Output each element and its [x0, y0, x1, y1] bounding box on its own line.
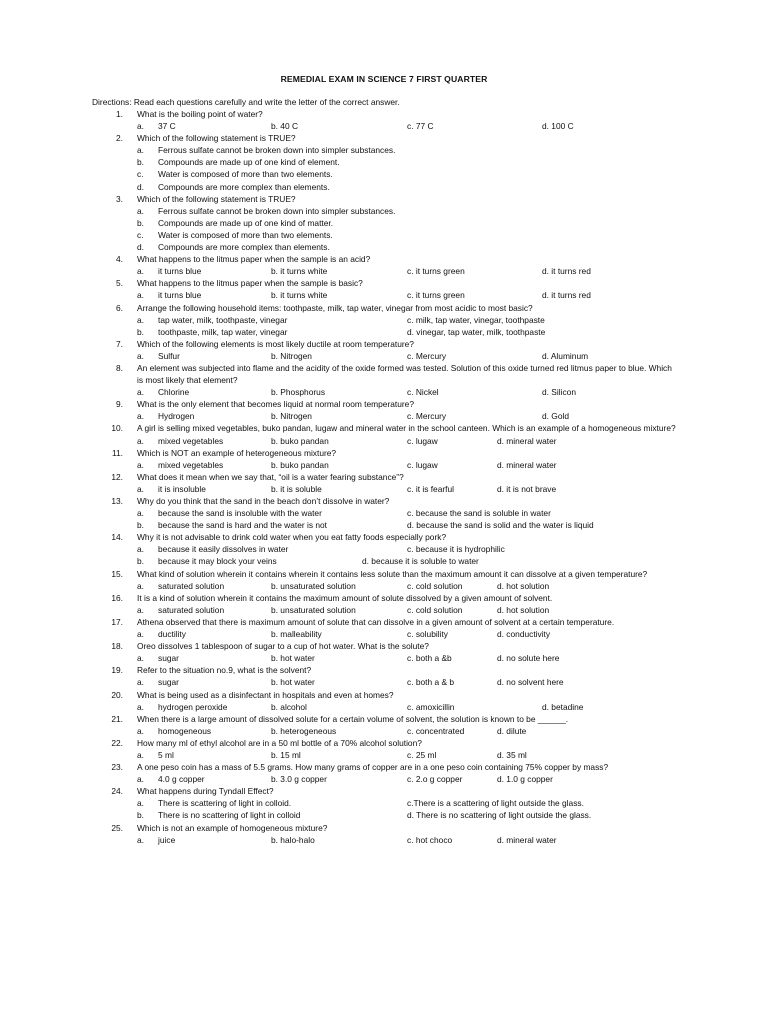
- option-text: d. no solute here: [497, 653, 560, 664]
- question-text: What is being used as a disinfectant in hospitals and even at homes?: [137, 689, 394, 700]
- option-letter: a.: [137, 483, 144, 494]
- options-row: [0, 555, 768, 567]
- option-text: b. 3.0 g copper: [271, 774, 327, 785]
- options-row: [0, 725, 768, 737]
- option-text: d. hot solution: [497, 604, 550, 615]
- question-number: 2.: [116, 133, 123, 144]
- option-text: b. Nitrogen: [271, 350, 312, 361]
- question-text: What is the boiling point of water?: [137, 109, 263, 119]
- option-text: Compounds are made up of one kind of matter.: [158, 217, 334, 228]
- question-item: [0, 447, 768, 471]
- options-row: [0, 156, 768, 168]
- option-text: Ferrous sulfate cannot be broken down into simpler substances.: [158, 145, 396, 156]
- question-stem: [0, 822, 768, 834]
- question-number: 16.: [111, 592, 123, 603]
- option-letter: a.: [137, 725, 144, 736]
- question-item: [0, 737, 768, 761]
- option-text: c. it turns green: [407, 266, 465, 277]
- option-text: it turns blue: [158, 290, 202, 301]
- option-letter: a.: [137, 121, 144, 132]
- question-stem: [0, 362, 768, 386]
- question-number: 9.: [116, 399, 123, 410]
- options-row: [0, 435, 768, 447]
- question-text: What is the only element that becomes liquid at normal room temperature?: [137, 399, 414, 410]
- option-text: mixed vegetables: [158, 435, 224, 446]
- option-letter: d.: [137, 181, 144, 192]
- option-letter: a.: [137, 350, 144, 361]
- question-number: 18.: [111, 641, 123, 652]
- question-number: 23.: [111, 762, 123, 773]
- options-row: [0, 749, 768, 761]
- question-text: Which of the following elements is most likely ductile at room temperature?: [137, 338, 414, 349]
- question-text: What happens during Tyndall Effect?: [137, 786, 274, 797]
- question-stem: [0, 737, 768, 749]
- option-text: d. because it is soluble to water: [362, 556, 479, 567]
- option-text: c. it is fearful: [407, 483, 455, 494]
- question-item: [0, 108, 768, 132]
- question-item: [0, 568, 768, 592]
- options-row: [0, 144, 768, 156]
- option-letter: a.: [137, 314, 144, 325]
- options-row: [0, 797, 768, 809]
- question-text: Refer to the situation no.9, what is the solvent?: [137, 665, 312, 676]
- question-number: 22.: [111, 737, 123, 748]
- option-text: toothpaste, milk, tap water, vinegar: [158, 326, 288, 337]
- options-row: [0, 181, 768, 193]
- option-text: because the sand is insoluble with the water: [158, 508, 322, 519]
- option-letter: a.: [137, 544, 144, 555]
- option-text: There is no scattering of light in colloid: [158, 810, 301, 821]
- option-letter: b.: [137, 556, 144, 567]
- question-number: 21.: [111, 713, 123, 724]
- option-letter: b.: [137, 217, 144, 228]
- option-text: b. halo-halo: [271, 834, 315, 845]
- question-number: 20.: [111, 689, 123, 700]
- option-text: c. Mercury: [407, 411, 447, 422]
- question-stem: [0, 664, 768, 676]
- question-stem: [0, 713, 768, 725]
- option-text: b. malleability: [271, 629, 322, 640]
- option-text: Compounds are made up of one kind of element.: [158, 157, 340, 168]
- question-list: [0, 108, 768, 846]
- question-stem: [0, 302, 768, 314]
- question-stem: [0, 495, 768, 507]
- question-item: [0, 713, 768, 737]
- option-letter: d.: [137, 242, 144, 253]
- directions: Directions: Read each questions carefully and write the letter of the correct answer.: [92, 97, 400, 107]
- question-number: 17.: [111, 616, 123, 627]
- question-number: 25.: [111, 822, 123, 833]
- question-text: What happens to the litmus paper when the sample is basic?: [137, 278, 363, 289]
- options-row: [0, 676, 768, 688]
- option-text: juice: [158, 834, 176, 845]
- question-text: What does it mean when we say that, “oil is a water fearing substance”?: [137, 471, 404, 482]
- option-letter: b.: [137, 326, 144, 337]
- question-number: 11.: [111, 447, 123, 458]
- question-text: Which of the following statement is TRUE?: [137, 133, 296, 144]
- question-stem: [0, 277, 768, 289]
- options-row: [0, 809, 768, 821]
- options-row: [0, 314, 768, 326]
- option-text: c. lugaw: [407, 459, 438, 470]
- option-text: c.There is a scattering of light outside the glass.: [407, 798, 584, 809]
- options-row: [0, 289, 768, 301]
- question-stem: [0, 398, 768, 410]
- option-letter: a.: [137, 145, 144, 156]
- option-text: b. unsaturated solution: [271, 604, 356, 615]
- option-text: d. There is no scattering of light outside the glass.: [407, 810, 592, 821]
- option-text: c. concentrated: [407, 725, 465, 736]
- question-stem: [0, 640, 768, 652]
- options-row: [0, 410, 768, 422]
- options-row: [0, 580, 768, 592]
- option-letter: a.: [137, 604, 144, 615]
- option-text: b. hot water: [271, 653, 315, 664]
- question-number: 24.: [111, 786, 123, 797]
- option-text: b. hot water: [271, 677, 315, 688]
- question-stem: [0, 253, 768, 265]
- option-text: b. heterogeneous: [271, 725, 337, 736]
- option-text: because it easily dissolves in water: [158, 544, 289, 555]
- question-stem: [0, 447, 768, 459]
- option-letter: a.: [137, 749, 144, 760]
- option-text: d. Gold: [542, 411, 570, 422]
- option-text: c. because the sand is soluble in water: [407, 508, 551, 519]
- option-text: c. cold solution: [407, 604, 463, 615]
- question-item: [0, 495, 768, 531]
- option-text: it turns blue: [158, 266, 202, 277]
- option-letter: a.: [137, 653, 144, 664]
- option-text: Chlorine: [158, 387, 190, 398]
- question-number: 15.: [111, 568, 123, 579]
- options-row: [0, 604, 768, 616]
- question-item: [0, 640, 768, 664]
- option-text: 5 ml: [158, 749, 174, 760]
- question-stem: [0, 108, 768, 120]
- option-letter: b.: [137, 520, 144, 531]
- option-text: Ferrous sulfate cannot be broken down into simpler substances.: [158, 205, 396, 216]
- option-text: b. alcohol: [271, 701, 307, 712]
- question-text: Which is NOT an example of heterogeneous mixture?: [137, 447, 337, 458]
- question-item: [0, 689, 768, 713]
- options-row: [0, 217, 768, 229]
- options-row: [0, 326, 768, 338]
- options-row: [0, 652, 768, 664]
- option-text: ductility: [158, 629, 186, 640]
- option-text: d. mineral water: [497, 459, 557, 470]
- option-text: d. dilute: [497, 725, 527, 736]
- option-text: There is scattering of light in colloid.: [158, 798, 292, 809]
- option-text: d. 100 C: [542, 121, 574, 132]
- question-item: [0, 193, 768, 253]
- question-stem: [0, 689, 768, 701]
- question-item: [0, 362, 768, 398]
- option-text: sugar: [158, 653, 179, 664]
- option-text: c. both a & b: [407, 677, 455, 688]
- question-stem: [0, 616, 768, 628]
- question-stem: [0, 132, 768, 144]
- question-item: [0, 664, 768, 688]
- options-row: [0, 834, 768, 846]
- exam-title: REMEDIAL EXAM IN SCIENCE 7 FIRST QUARTER: [280, 74, 488, 84]
- option-text: 37 C: [158, 121, 176, 132]
- option-text: c. milk, tap water, vinegar, toothpaste: [407, 314, 545, 325]
- question-text: It is a kind of solution wherein it contains the maximum amount of solute dissolved by a given amount of solvent.: [137, 592, 553, 603]
- question-text: What happens to the litmus paper when the sample is an acid?: [137, 254, 371, 265]
- option-letter: b.: [137, 810, 144, 821]
- option-text: d. 1.0 g copper: [497, 774, 553, 785]
- option-letter: a.: [137, 508, 144, 519]
- question-item: [0, 531, 768, 567]
- option-letter: c.: [137, 169, 144, 180]
- question-text: A girl is selling mixed vegetables, buko pandan, lugaw and mineral water in the school canteen. Which is an example of a homogeneous mixture?: [137, 423, 676, 434]
- question-item: [0, 302, 768, 338]
- option-text: c. because it is hydrophilic: [407, 544, 505, 555]
- question-text: Which of the following statement is TRUE?: [137, 193, 296, 204]
- question-number: 7.: [116, 338, 123, 349]
- option-text: c. 77 C: [407, 121, 434, 132]
- question-text: Arrange the following household items: toothpaste, milk, tap water, vinegar from most acidic to most basic?: [137, 302, 533, 313]
- question-text: Why it is not advisable to drink cold water when you eat fatty foods especially pork?: [137, 532, 447, 543]
- option-text: b. unsaturated solution: [271, 580, 356, 591]
- question-item: [0, 471, 768, 495]
- question-number: 19.: [111, 665, 123, 676]
- option-text: d. Silicon: [542, 387, 576, 398]
- options-row: [0, 265, 768, 277]
- option-letter: b.: [137, 157, 144, 168]
- option-text: c. cold solution: [407, 580, 463, 591]
- option-text: b. it is soluble: [271, 483, 322, 494]
- option-letter: c.: [137, 229, 144, 240]
- question-stem: [0, 422, 768, 434]
- option-text: d. it is not brave: [497, 483, 557, 494]
- option-text: b. it turns white: [271, 266, 328, 277]
- question-number: 14.: [111, 532, 123, 543]
- option-text: d. mineral water: [497, 435, 557, 446]
- option-text: d. vinegar, tap water, milk, toothpaste: [407, 326, 546, 337]
- question-text: Oreo dissolves 1 tablespoon of sugar to a cup of hot water. What is the solute?: [137, 641, 429, 652]
- options-row: [0, 519, 768, 531]
- option-text: saturated solution: [158, 580, 225, 591]
- option-text: Compounds are more complex than elements.: [158, 242, 330, 253]
- question-number: 13.: [111, 496, 123, 506]
- question-stem: [0, 193, 768, 205]
- option-text: Compounds are more complex than elements.: [158, 181, 330, 192]
- option-text: because it may block your veins: [158, 556, 277, 567]
- option-letter: a.: [137, 459, 144, 470]
- options-row: [0, 628, 768, 640]
- option-letter: a.: [137, 580, 144, 591]
- option-text: Water is composed of more than two elements.: [158, 169, 333, 180]
- option-text: b. Phosphorus: [271, 387, 326, 398]
- question-number: 10.: [111, 423, 123, 434]
- option-text: c. both a &b: [407, 653, 452, 664]
- question-text: When there is a large amount of dissolved solute for a certain volume of solvent, the solution is known to be ______.: [137, 713, 569, 724]
- option-text: Sulfur: [158, 350, 180, 361]
- option-letter: a.: [137, 266, 144, 277]
- option-letter: a.: [137, 290, 144, 301]
- option-text: tap water, milk, toothpaste, vinegar: [158, 314, 288, 325]
- option-letter: a.: [137, 387, 144, 398]
- option-text: d. Aluminum: [542, 350, 589, 361]
- option-text: d. it turns red: [542, 266, 591, 277]
- question-text: An element was subjected into flame and the acidity of the oxide formed was tested. Solution of this oxide turned red litmus paper to blue. Which is most likely that element?: [137, 362, 672, 386]
- option-letter: a.: [137, 774, 144, 785]
- option-letter: a.: [137, 411, 144, 422]
- question-text: Which is not an example of homogeneous mixture?: [137, 822, 328, 833]
- question-text: Why do you think that the sand in the beach don’t dissolve in water?: [137, 496, 390, 506]
- option-text: c. 2.o g copper: [407, 774, 463, 785]
- option-text: b. buko pandan: [271, 435, 329, 446]
- option-letter: a.: [137, 701, 144, 712]
- option-text: c. 25 ml: [407, 749, 437, 760]
- option-text: Water is composed of more than two elements.: [158, 229, 333, 240]
- question-text: A one peso coin has a mass of 5.5 grams. How many grams of copper are in a one peso coin containing 75% copper by mass?: [137, 762, 609, 773]
- question-item: [0, 616, 768, 640]
- option-text: d. betadine: [542, 701, 584, 712]
- question-text: How many ml of ethyl alcohol are in a 50 ml bottle of a 70% alcohol solution?: [137, 737, 422, 748]
- option-text: c. Mercury: [407, 350, 447, 361]
- question-text: What kind of solution wherein it contains wherein it contains less solute than the maximum amount it can dissolve at a given temperature?: [137, 568, 648, 579]
- question-stem: [0, 471, 768, 483]
- question-item: [0, 398, 768, 422]
- option-text: b. 15 ml: [271, 749, 301, 760]
- option-text: sugar: [158, 677, 179, 688]
- option-letter: a.: [137, 435, 144, 446]
- question-item: [0, 592, 768, 616]
- option-text: d. mineral water: [497, 834, 557, 845]
- option-text: it is insoluble: [158, 483, 206, 494]
- option-text: c. it turns green: [407, 290, 465, 301]
- question-number: 4.: [116, 254, 123, 265]
- option-text: c. amoxicillin: [407, 701, 455, 712]
- option-text: homogeneous: [158, 725, 212, 736]
- question-number: 1.: [116, 109, 123, 119]
- question-stem: [0, 568, 768, 580]
- option-text: c. Nickel: [407, 387, 439, 398]
- options-row: [0, 386, 768, 398]
- options-row: [0, 459, 768, 471]
- question-stem: [0, 338, 768, 350]
- option-text: 4.0 g copper: [158, 774, 205, 785]
- question-item: [0, 822, 768, 846]
- option-text: d. conductivity: [497, 629, 551, 640]
- question-number: 5.: [116, 278, 123, 289]
- options-row: [0, 773, 768, 785]
- option-text: c. hot choco: [407, 834, 453, 845]
- question-stem: [0, 531, 768, 543]
- options-row: [0, 168, 768, 180]
- option-text: Hydrogen: [158, 411, 195, 422]
- question-number: 12.: [111, 471, 123, 482]
- options-row: [0, 120, 768, 132]
- option-text: d. 35 ml: [497, 749, 527, 760]
- option-text: because the sand is hard and the water is not: [158, 520, 328, 531]
- options-row: [0, 241, 768, 253]
- options-row: [0, 543, 768, 555]
- question-stem: [0, 761, 768, 773]
- question-item: [0, 761, 768, 785]
- option-text: d. because the sand is solid and the water is liquid: [407, 520, 594, 531]
- option-text: saturated solution: [158, 604, 225, 615]
- option-text: b. buko pandan: [271, 459, 329, 470]
- question-item: [0, 277, 768, 301]
- option-text: d. hot solution: [497, 580, 550, 591]
- options-row: [0, 229, 768, 241]
- option-text: b. it turns white: [271, 290, 328, 301]
- option-letter: a.: [137, 834, 144, 845]
- question-stem: [0, 785, 768, 797]
- question-item: [0, 338, 768, 362]
- question-text: Athena observed that there is maximum amount of solute that can dissolve in a given amount of solvent at a certain temperature.: [137, 616, 615, 627]
- question-number: 8.: [116, 362, 123, 373]
- options-row: [0, 701, 768, 713]
- options-row: [0, 507, 768, 519]
- question-number: 3.: [116, 193, 123, 204]
- option-letter: a.: [137, 205, 144, 216]
- option-letter: a.: [137, 629, 144, 640]
- question-item: [0, 253, 768, 277]
- option-text: hydrogen peroxide: [158, 701, 228, 712]
- options-row: [0, 205, 768, 217]
- option-text: d. it turns red: [542, 290, 591, 301]
- question-item: [0, 785, 768, 821]
- option-text: mixed vegetables: [158, 459, 224, 470]
- question-item: [0, 132, 768, 192]
- question-stem: [0, 592, 768, 604]
- option-text: d. no solvent here: [497, 677, 564, 688]
- option-letter: a.: [137, 798, 144, 809]
- option-text: c. solubility: [407, 629, 448, 640]
- question-item: [0, 422, 768, 446]
- options-row: [0, 350, 768, 362]
- options-row: [0, 483, 768, 495]
- option-text: b. 40 C: [271, 121, 299, 132]
- option-letter: a.: [137, 677, 144, 688]
- option-text: c. lugaw: [407, 435, 438, 446]
- option-text: b. Nitrogen: [271, 411, 312, 422]
- question-number: 6.: [116, 302, 123, 313]
